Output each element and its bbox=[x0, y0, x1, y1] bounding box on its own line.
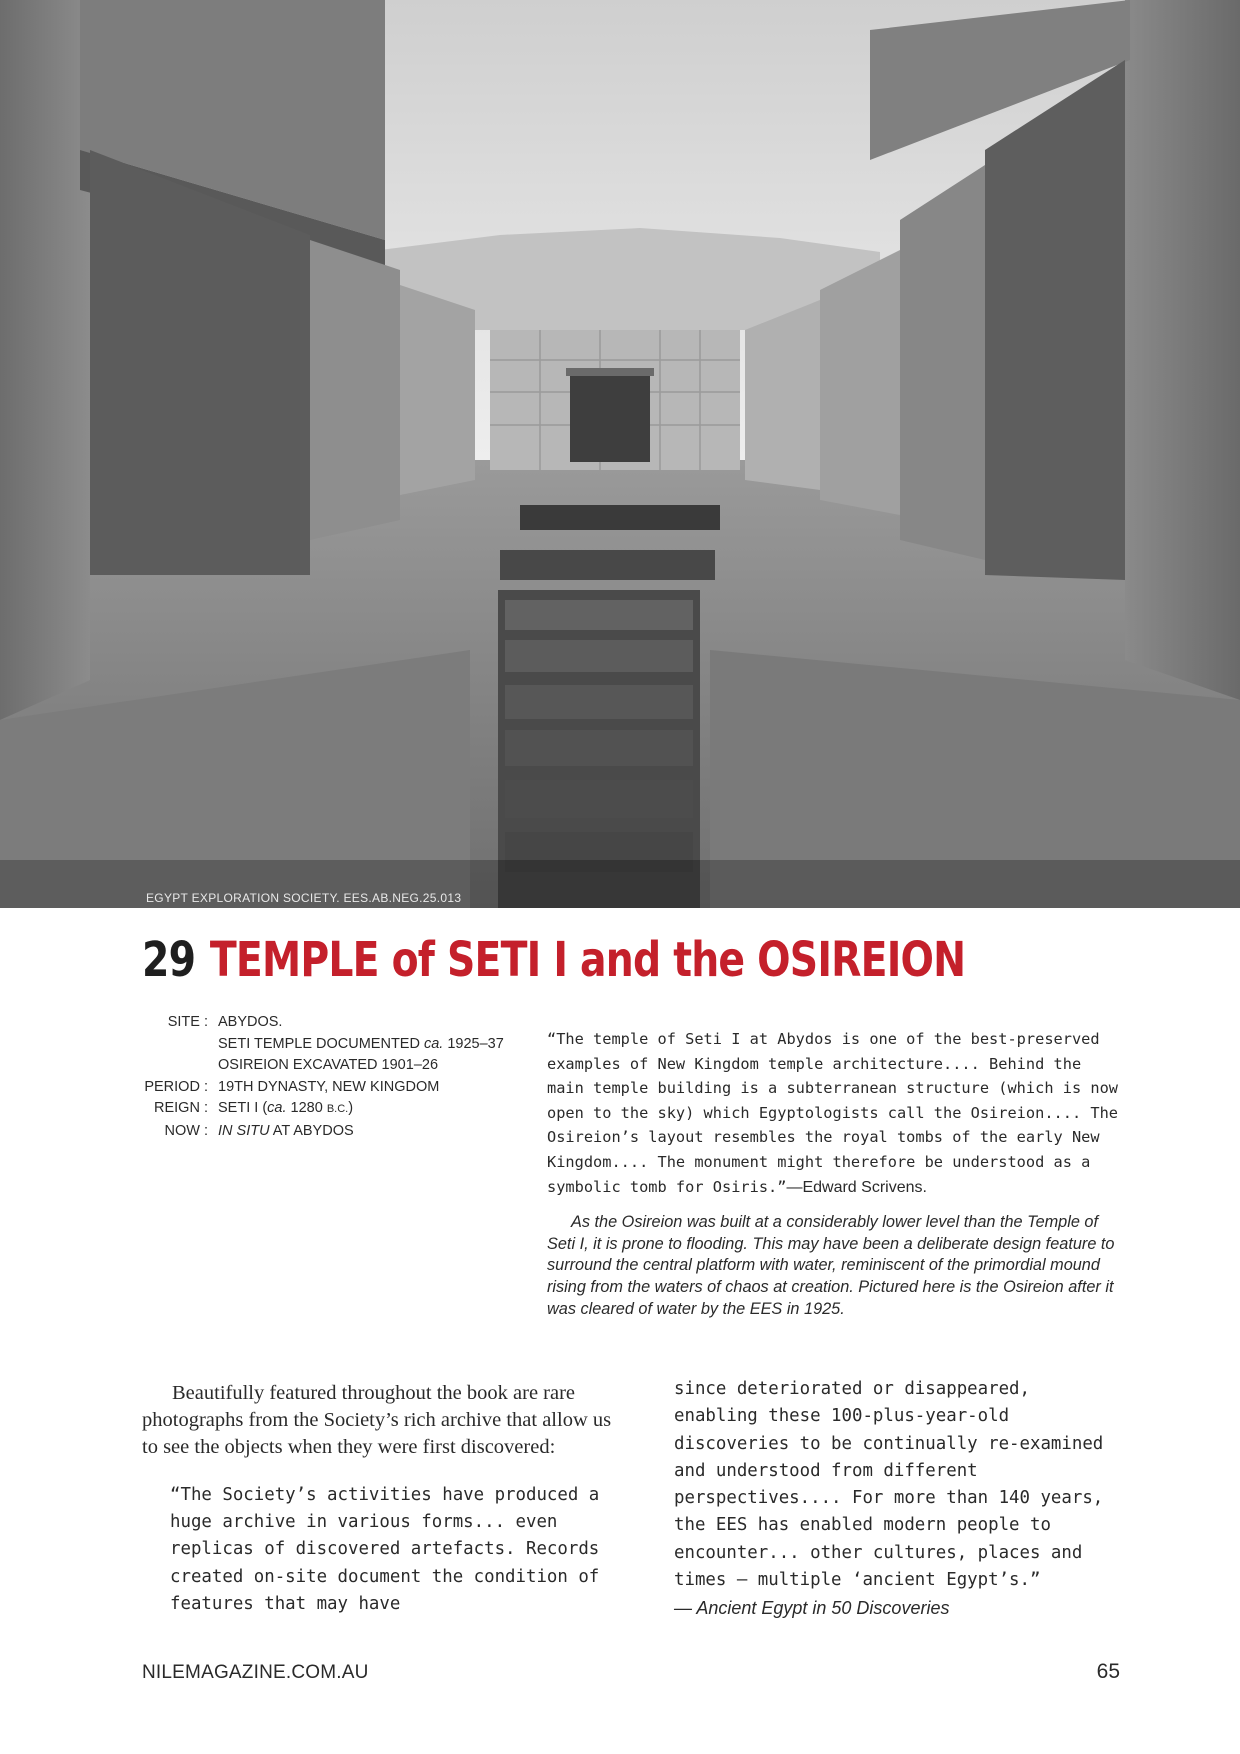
meta-row-period bbox=[120, 1077, 520, 1099]
scrivens-quote-text: “The temple of Seti I at Abydos is one of the best-preserved examples of New Kingdom temple architecture.... Behind the main temple building is a subterranean structure (which is now open to the sky) which Egyptologists call the Osireion.... The Osireion’s layout resembles the royal tombs of the early New Kingdom.... The monument might therefore be understood as a symbolic tomb for Osiris.” bbox=[547, 1030, 1118, 1196]
footer-site: NILEMAGAZINE.COM.AU bbox=[142, 1662, 369, 1683]
photo-credit: EGYPT EXPLORATION SOCIETY. EES.AB.NEG.25.013 bbox=[146, 891, 462, 905]
book-source: — Ancient Egypt in 50 Discoveries bbox=[674, 1598, 950, 1619]
scrivens-quote bbox=[547, 1027, 1127, 1200]
meta-row-site bbox=[120, 1012, 520, 1034]
article-title: TEMPLE of SETI I and the OSIREION bbox=[209, 932, 966, 988]
photo-caption-text: As the Osireion was built at a considerably lower level than the Temple of Seti I, it is prone to flooding. This may have been a deliberate design feature to surround the central platform with water, reminiscent of the primordial mound rising from the waters of chaos at creation. Pictured here is the Osireion after it was cleared of water by the EES in 1925. bbox=[547, 1213, 1115, 1318]
book-quote-part2: since deteriorated or disappeared, enabling these 100-plus-year-old discoveries to be continually re-examined and understood from different perspectives.... For more than 140 years, the EES has enabled modern people to encounter... other cultures, places and times – multiple ‘ancient Egypt’s.” bbox=[674, 1379, 1104, 1591]
osireion-excavated: OSIREION EXCAVATED 1901–26 bbox=[218, 1057, 439, 1073]
meta-row-now bbox=[120, 1121, 520, 1143]
meta-row-seti bbox=[120, 1034, 520, 1056]
artifact-metadata bbox=[120, 1012, 520, 1142]
article-heading bbox=[142, 930, 965, 990]
body-column-left bbox=[142, 1380, 622, 1618]
seti-documented: SETI TEMPLE DOCUMENTED ca. 1925–37 bbox=[218, 1035, 504, 1052]
meta-row-osireion bbox=[120, 1055, 520, 1077]
meta-row-reign bbox=[120, 1098, 520, 1121]
now-value: IN SITU AT ABYDOS bbox=[218, 1122, 354, 1139]
intro-paragraph: Beautifully featured throughout the book are rare photographs from the Society’s rich archive that allow us to see the objects when they were first discovered: bbox=[142, 1382, 612, 1459]
site-value: ABYDOS. bbox=[218, 1014, 283, 1030]
reign-value: SETI I (ca. 1280 B.C.) bbox=[218, 1100, 354, 1116]
scrivens-attribution: —Edward Scrivens. bbox=[786, 1178, 927, 1196]
period-label: PERIOD : bbox=[144, 1078, 208, 1095]
body-column-right bbox=[674, 1376, 1114, 1620]
reign-label: REIGN : bbox=[154, 1100, 208, 1116]
photo-caption bbox=[547, 1212, 1127, 1321]
page-number: 65 bbox=[1096, 1660, 1120, 1683]
article-number: 29 bbox=[142, 932, 196, 988]
now-label: NOW : bbox=[164, 1122, 208, 1139]
book-quote-part1: “The Society’s activities have produced a huge archive in various forms... even replicas of discovered artefacts. Records created on-site document the condition of features that may have bbox=[170, 1484, 600, 1614]
period-value: 19TH DYNASTY, NEW KINGDOM bbox=[218, 1078, 440, 1095]
site-label: SITE : bbox=[167, 1014, 208, 1030]
